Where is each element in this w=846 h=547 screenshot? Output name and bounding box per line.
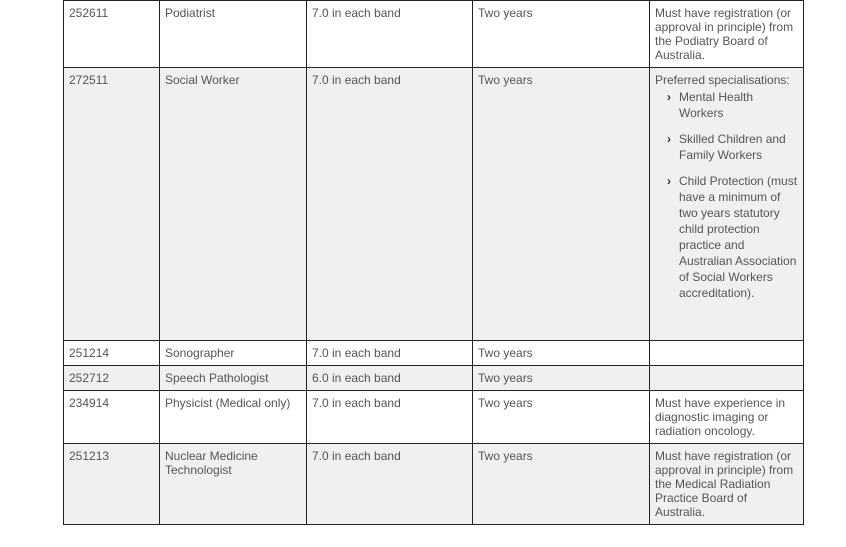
table-row bbox=[64, 68, 804, 341]
occupation-name: Nuclear Medicine Technologist bbox=[160, 444, 307, 525]
table-row bbox=[64, 1, 804, 68]
experience-requirement: Two years bbox=[473, 366, 650, 391]
occupation-code: 252611 bbox=[64, 1, 160, 68]
occupation-name: Speech Pathologist bbox=[160, 366, 307, 391]
specialisation-text: Skilled Children and Family Workers bbox=[679, 132, 786, 162]
experience-requirement: Two years bbox=[473, 391, 650, 444]
occupation-name: Sonographer bbox=[160, 341, 307, 366]
occupation-name: Podiatrist bbox=[160, 1, 307, 68]
additional-requirement: Must have registration (or approval in principle) from the Podiatry Board of Australia. bbox=[650, 1, 804, 68]
occupation-code: 252712 bbox=[64, 366, 160, 391]
table-row bbox=[64, 391, 804, 444]
occupation-table bbox=[63, 0, 804, 525]
chevron-right-icon: › bbox=[667, 174, 671, 188]
additional-requirement bbox=[650, 366, 804, 391]
experience-requirement: Two years bbox=[473, 444, 650, 525]
occupation-code: 234914 bbox=[64, 391, 160, 444]
specialisation-text: Mental Health Workers bbox=[679, 90, 754, 120]
english-requirement: 7.0 in each band bbox=[307, 68, 473, 341]
list-item bbox=[667, 173, 798, 301]
occupation-name: Social Worker bbox=[160, 68, 307, 341]
list-item bbox=[667, 131, 798, 163]
english-requirement: 7.0 in each band bbox=[307, 391, 473, 444]
experience-requirement: Two years bbox=[473, 1, 650, 68]
specialisations-heading: Preferred specialisations: bbox=[655, 73, 790, 87]
table-row bbox=[64, 366, 804, 391]
chevron-right-icon: › bbox=[667, 132, 671, 146]
additional-requirement bbox=[650, 68, 804, 341]
list-item bbox=[667, 89, 798, 121]
occupation-name: Physicist (Medical only) bbox=[160, 391, 307, 444]
specialisation-text: Child Protection (must have a minimum of two years statutory child protection practice and Australian Association of Social Workers accreditation). bbox=[679, 174, 798, 300]
additional-requirement: Must have registration (or approval in principle) from the Medical Radiation Practice Board of Australia. bbox=[650, 444, 804, 525]
table-row bbox=[64, 444, 804, 525]
occupation-code: 272511 bbox=[64, 68, 160, 341]
english-requirement: 7.0 in each band bbox=[307, 444, 473, 525]
additional-requirement bbox=[650, 341, 804, 366]
additional-requirement: Must have experience in diagnostic imaging or radiation oncology. bbox=[650, 391, 804, 444]
english-requirement: 7.0 in each band bbox=[307, 341, 473, 366]
occupation-code: 251213 bbox=[64, 444, 160, 525]
english-requirement: 6.0 in each band bbox=[307, 366, 473, 391]
occupation-code: 251214 bbox=[64, 341, 160, 366]
table-row bbox=[64, 341, 804, 366]
experience-requirement: Two years bbox=[473, 341, 650, 366]
english-requirement: 7.0 in each band bbox=[307, 1, 473, 68]
chevron-right-icon: › bbox=[667, 90, 671, 104]
specialisations-list bbox=[655, 89, 798, 301]
experience-requirement: Two years bbox=[473, 68, 650, 341]
